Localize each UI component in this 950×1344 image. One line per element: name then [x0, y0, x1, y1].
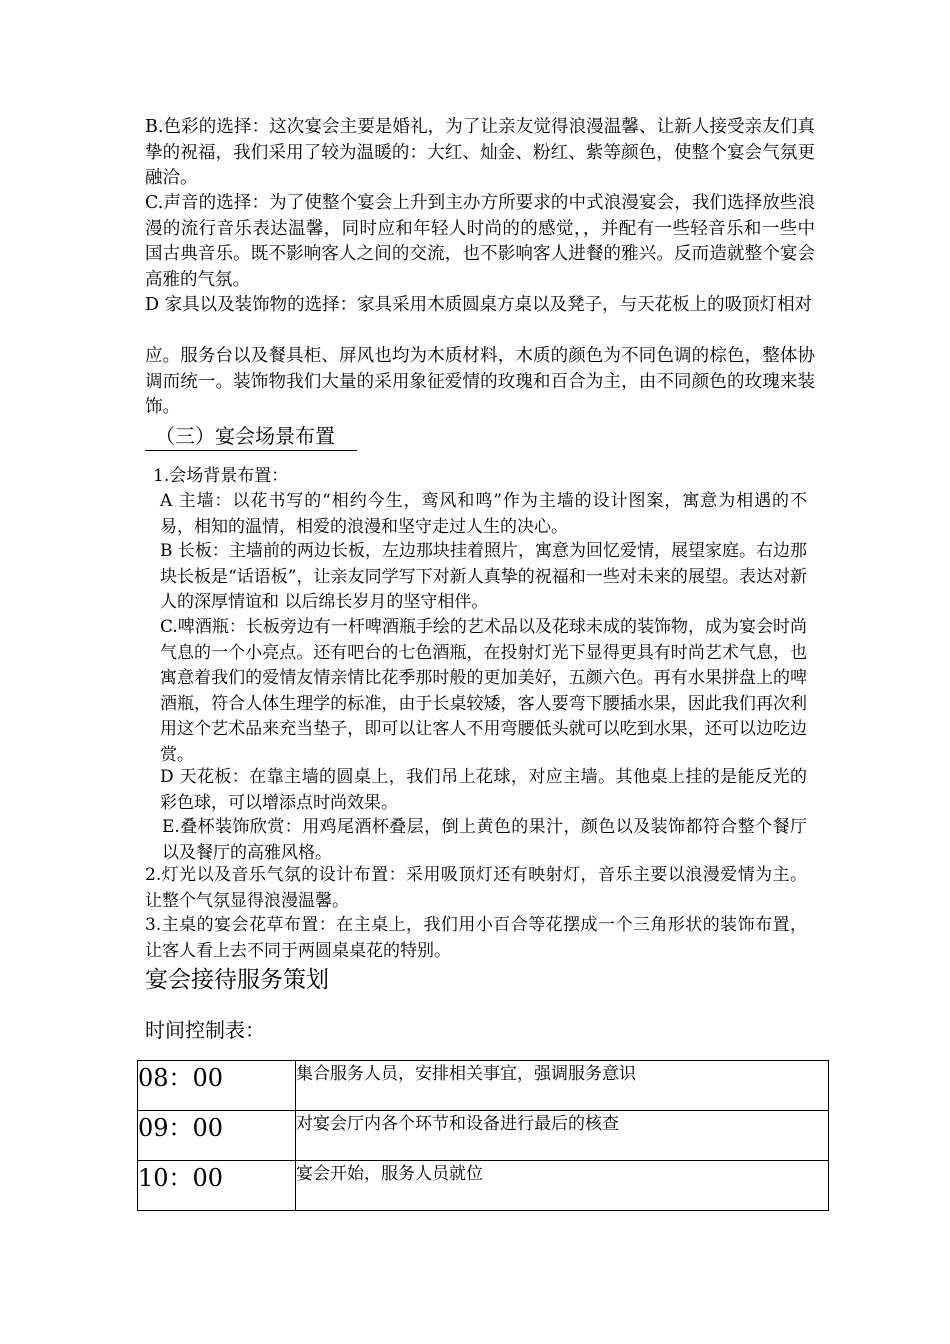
time-cell: 10：00: [138, 1161, 296, 1211]
long-board-paragraph: B 长板：主墙前的两边长板，左边那块挂着照片，寓意为回忆爱情，展望家庭。右边那块长板是“话语板”，让亲友同学写下对新人真挚的祝福和一些对未来的展望。表达对新人的深厚情谊和 以后绵长岁月的坚守相伴。: [160, 541, 807, 612]
main-table-flower-item: 3.主桌的宴会花草布置：在主桌上，我们用小百合等花摆成一个三角形状的装饰布置，让客人看上去不同于两圆桌桌花的特别。: [145, 915, 807, 961]
description-cell: 集合服务人员，安排相关事宜，强调服务意识: [296, 1061, 829, 1111]
schedule-table: [137, 1060, 829, 1211]
stacked-cups-paragraph: E.叠杯装饰欣赏：用鸡尾酒杯叠层，倒上黄色的果汁，颜色以及装饰都符合整个餐厅以及餐厅的高雅风格。: [162, 817, 807, 863]
description-cell: 宴会开始，服务人员就位: [296, 1161, 829, 1211]
time-cell: 09：00: [138, 1111, 296, 1161]
beer-bottle-paragraph: C.啤酒瓶：长板旁边有一杆啤酒瓶手绘的艺术品以及花球未成的装饰物，成为宴会时尚气息的一个小亮点。还有吧台的七色酒瓶，在投射灯光下显得更具有时尚艺术气息，也寓意着我们的爱情友情亲情比花季那时般的更加美好，五颜六色。再有水果拼盘上的啤酒瓶，符合人体生理学的标准，由于长桌较矮，客人要弯下腰插水果，因此我们再次利用这个艺术品来充当垫子，即可以让客人不用弯腰低头就可以吃到水果，还可以边吃边赏。: [160, 617, 807, 765]
table-row: [138, 1061, 829, 1111]
furniture-choice-continued: 应。服务台以及餐具柜、屏风也均为木质材料，木质的颜色为不同色调的棕色，整体协调而统一。装饰物我们大量的采用象征爱情的玫瑰和百合为主，由不同颜色的玫瑰来装饰。: [145, 346, 815, 417]
section-heading: （三）宴会场景布置: [145, 422, 357, 451]
furniture-choice-line: D 家具以及装饰物的选择：家具采用木质圆桌方桌以及凳子，与天花板上的吸顶灯相对: [145, 295, 813, 315]
sound-choice-paragraph: C.声音的选择：为了使整个宴会上升到主办方所要求的中式浪漫宴会，我们选择放些浪漫的流行音乐表达温馨，同时应和年轻人时尚的的感觉，，并配有一些轻音乐和一些中国古典音乐。既不影响客人之间的交流，也不影响客人进餐的雅兴。反而造就整个宴会高雅的气氛。: [145, 193, 815, 290]
venue-background-title: 1.会场背景布置：: [153, 466, 289, 486]
color-choice-paragraph: B.色彩的选择：这次宴会主要是婚礼，为了让亲友觉得浪漫温馨、让新人接受亲友们真挚的祝福，我们采用了较为温暖的：大红、灿金、粉红、紫等颜色，使整个宴会气氛更融洽。: [145, 117, 815, 188]
time-cell: 08：00: [138, 1061, 296, 1111]
lighting-music-item: 2.灯光以及音乐气氛的设计布置：采用吸顶灯还有映射灯，音乐主要以浪漫爱情为主。让整个气氛显得浪漫温馨。: [145, 865, 807, 911]
table-row: [138, 1111, 829, 1161]
service-planning-title: 宴会接待服务策划: [145, 967, 329, 993]
schedule-label: 时间控制表：: [145, 1018, 265, 1042]
description-cell: 对宴会厅内各个环节和设备进行最后的核查: [296, 1111, 829, 1161]
main-wall-paragraph: A 主墙：以花书写的“相约今生，鸾风和鸣”作为主墙的设计图案，寓意为相遇的不易，相知的温情，相爱的浪漫和坚守走过人生的决心。: [160, 491, 807, 537]
table-row: [138, 1161, 829, 1211]
ceiling-paragraph: D 天花板：在靠主墙的圆桌上，我们吊上花球，对应主墙。其他桌上挂的是能反光的彩色球，可以增添点时尚效果。: [160, 767, 807, 813]
